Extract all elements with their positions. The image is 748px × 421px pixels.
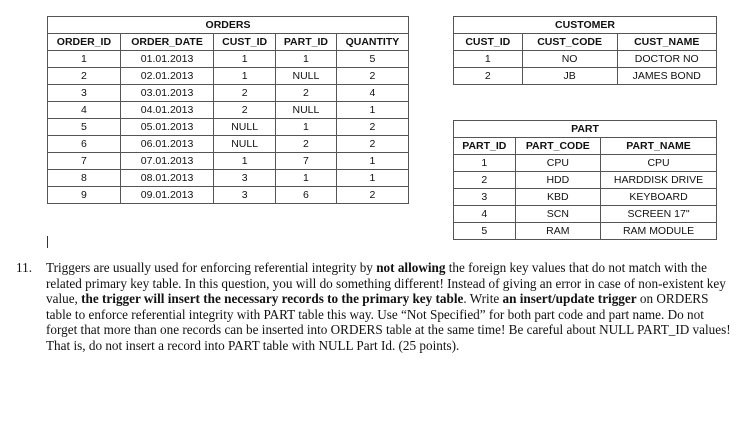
table-cell: 04.01.2013 — [120, 102, 213, 119]
table-cell: 1 — [336, 170, 408, 187]
question-number: 11. — [16, 260, 32, 275]
table-cell: 1 — [454, 51, 523, 68]
table-row — [454, 223, 717, 240]
question-text-part: on ORDERS table to enforce referential integrity with PART table this way. Use “Not Specified” for both part code and part name. Do not forget that more than one records can be inserted into ORDERS table at the same time! Be careful about NULL PART_ID values! That is, do not insert a record into PART table with NULL Part Id. (25 points). — [46, 291, 731, 353]
table-cell: 1 — [276, 170, 337, 187]
table-cell: HDD — [515, 172, 600, 189]
part-table-body — [454, 155, 717, 240]
table-cell: 2 — [336, 68, 408, 85]
table-row — [48, 119, 409, 136]
table-row — [48, 187, 409, 204]
table-cell: 2 — [336, 187, 408, 204]
table-cell: 2 — [454, 172, 516, 189]
table-row — [48, 136, 409, 153]
table-row — [454, 189, 717, 206]
table-cell: 7 — [276, 153, 337, 170]
table-cell: 7 — [48, 153, 121, 170]
table-cell: 01.01.2013 — [120, 51, 213, 68]
customer-table-body — [454, 51, 717, 85]
table-cell: 06.01.2013 — [120, 136, 213, 153]
part-table — [453, 120, 717, 240]
table-row — [454, 68, 717, 85]
table-cell: NULL — [214, 119, 276, 136]
table-cell: 3 — [48, 85, 121, 102]
table-cell: 2 — [336, 136, 408, 153]
table-cell: RAM MODULE — [601, 223, 717, 240]
orders-column-header: CUST_ID — [214, 34, 276, 51]
table-row — [454, 206, 717, 223]
table-cell: KBD — [515, 189, 600, 206]
table-cell: JB — [522, 68, 617, 85]
table-cell: CPU — [515, 155, 600, 172]
part-column-header: PART_NAME — [601, 138, 717, 155]
customer-table-title: CUSTOMER — [454, 17, 717, 34]
table-cell: 1 — [48, 51, 121, 68]
part-header-row — [454, 138, 717, 155]
table-cell: 09.01.2013 — [120, 187, 213, 204]
table-cell: 5 — [48, 119, 121, 136]
table-cell: 1 — [214, 153, 276, 170]
part-column-header: PART_CODE — [515, 138, 600, 155]
table-cell: 2 — [276, 136, 337, 153]
table-cell: 07.01.2013 — [120, 153, 213, 170]
table-cell: 2 — [214, 85, 276, 102]
table-cell: 4 — [336, 85, 408, 102]
table-cell: 1 — [336, 102, 408, 119]
table-cell: 2 — [48, 68, 121, 85]
table-cell: 6 — [48, 136, 121, 153]
table-cell: 2 — [336, 119, 408, 136]
table-cell: 3 — [214, 170, 276, 187]
customer-column-header: CUST_NAME — [617, 34, 717, 51]
customer-column-header: CUST_ID — [454, 34, 523, 51]
customer-table — [453, 16, 717, 85]
table-row — [454, 155, 717, 172]
table-row — [48, 51, 409, 68]
question-text-part: the foreign key values that do not match with the related primary key table. In this question, you will do something different! Instead of giving an error in case of non-existent key value, — [46, 260, 726, 307]
customer-header-row — [454, 34, 717, 51]
table-cell: 3 — [454, 189, 516, 206]
text-cursor — [47, 236, 48, 248]
orders-table — [47, 16, 409, 204]
table-row — [48, 85, 409, 102]
table-cell: 2 — [214, 102, 276, 119]
table-cell: 8 — [48, 170, 121, 187]
orders-table-body — [48, 51, 409, 204]
table-cell: 2 — [276, 85, 337, 102]
table-cell: 1 — [454, 155, 516, 172]
customer-column-header: CUST_CODE — [522, 34, 617, 51]
orders-column-header: ORDER_ID — [48, 34, 121, 51]
table-cell: 5 — [336, 51, 408, 68]
table-cell: 9 — [48, 187, 121, 204]
table-cell: NO — [522, 51, 617, 68]
table-cell: SCREEN 17" — [601, 206, 717, 223]
question-emphasis: the trigger will insert the necessary records to the primary key table — [81, 291, 464, 307]
table-cell: NULL — [214, 136, 276, 153]
question-emphasis: not allowing — [376, 260, 446, 275]
table-row — [454, 51, 717, 68]
table-cell: 1 — [276, 51, 337, 68]
table-row — [48, 153, 409, 170]
table-cell: HARDDISK DRIVE — [601, 172, 717, 189]
table-cell: KEYBOARD — [601, 189, 717, 206]
table-row — [48, 102, 409, 119]
table-cell: JAMES BOND — [617, 68, 717, 85]
table-cell: 05.01.2013 — [120, 119, 213, 136]
question-emphasis: an insert/update trigger — [502, 291, 637, 307]
table-cell: SCN — [515, 206, 600, 223]
orders-table-title: ORDERS — [48, 17, 409, 34]
table-cell: 2 — [454, 68, 523, 85]
table-cell: 4 — [454, 206, 516, 223]
table-cell: DOCTOR NO — [617, 51, 717, 68]
table-cell: CPU — [601, 155, 717, 172]
orders-column-header: ORDER_DATE — [120, 34, 213, 51]
table-cell: 4 — [48, 102, 121, 119]
table-row — [48, 68, 409, 85]
table-cell: 03.01.2013 — [120, 85, 213, 102]
question-text — [46, 260, 736, 354]
table-cell: 6 — [276, 187, 337, 204]
part-table-title: PART — [454, 121, 717, 138]
table-row — [48, 170, 409, 187]
table-row — [454, 172, 717, 189]
table-cell: RAM — [515, 223, 600, 240]
orders-column-header: PART_ID — [276, 34, 337, 51]
orders-column-header: QUANTITY — [336, 34, 408, 51]
question-text-part: Triggers are usually used for enforcing referential integrity by — [46, 260, 377, 275]
table-cell: 1 — [214, 68, 276, 85]
table-cell: NULL — [276, 68, 337, 85]
table-cell: 3 — [214, 187, 276, 204]
table-cell: 5 — [454, 223, 516, 240]
orders-header-row — [48, 34, 409, 51]
part-column-header: PART_ID — [454, 138, 516, 155]
table-cell: 1 — [276, 119, 337, 136]
table-cell: 08.01.2013 — [120, 170, 213, 187]
table-cell: 1 — [214, 51, 276, 68]
table-cell: 1 — [336, 153, 408, 170]
table-cell: NULL — [276, 102, 337, 119]
table-cell: 02.01.2013 — [120, 68, 213, 85]
question-text-part: . Write — [463, 291, 503, 307]
